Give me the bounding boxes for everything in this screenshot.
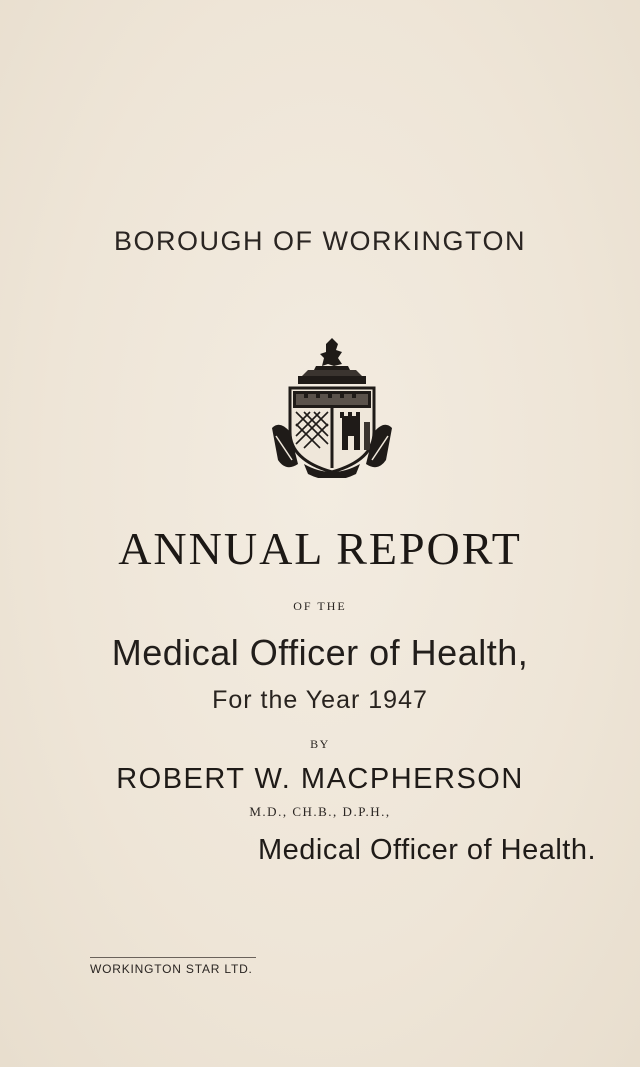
printer-imprint: WORKINGTON STAR LTD. [90,962,253,976]
report-title: ANNUAL REPORT [118,523,522,574]
of-the-label: OF THE [293,599,347,613]
author-qualifications: M.D., CH.B., D.P.H., [249,804,391,819]
author-name: ROBERT W. MACPHERSON [116,763,524,795]
year-line: For the Year 1947 [212,686,428,714]
borough-heading: BOROUGH OF WORKINGTON [113,226,526,256]
author-office: Medical Officer of Health. [258,834,597,866]
printer-rule [90,957,256,958]
coat-of-arms-icon [268,336,396,478]
by-label: BY [310,737,330,751]
office-title: Medical Officer of Health, [111,632,529,673]
